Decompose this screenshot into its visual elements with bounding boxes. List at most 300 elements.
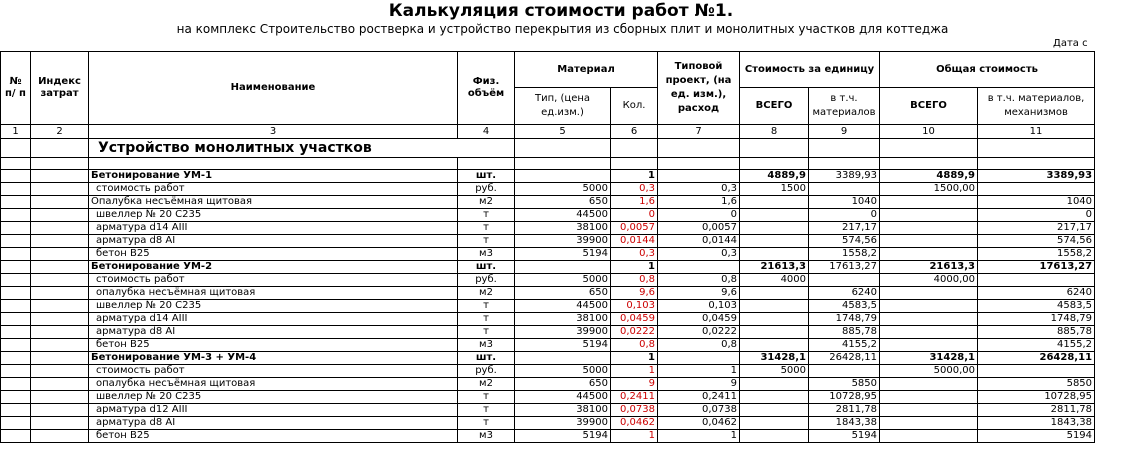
item-row xyxy=(1,274,1095,287)
cell-empty xyxy=(809,158,880,170)
cell-empty xyxy=(458,158,515,170)
header-total-materials: в т.ч. материалов, механизмов xyxy=(978,88,1095,125)
item-price: 38100 xyxy=(515,404,611,417)
item-unit: т xyxy=(458,313,515,326)
item-total-materials xyxy=(978,183,1095,196)
item-unit-total xyxy=(740,404,809,417)
item-price: 38100 xyxy=(515,313,611,326)
cell-empty xyxy=(1,139,31,158)
item-unit-materials: 1748,79 xyxy=(809,313,880,326)
cell-empty xyxy=(1,209,31,222)
item-price: 39900 xyxy=(515,326,611,339)
item-total xyxy=(880,287,978,300)
cell-empty xyxy=(31,365,89,378)
item-total-materials: 885,78 xyxy=(978,326,1095,339)
item-row xyxy=(1,326,1095,339)
group-unit-total: 4889,9 xyxy=(740,170,809,183)
group-total-materials: 26428,11 xyxy=(978,352,1095,365)
cell-empty xyxy=(658,170,740,183)
cell-empty xyxy=(658,158,740,170)
item-unit: м2 xyxy=(458,378,515,391)
column-number: 2 xyxy=(31,125,89,139)
cell-empty xyxy=(1,222,31,235)
cell-empty xyxy=(31,170,89,183)
item-price: 5000 xyxy=(515,183,611,196)
group-unit-total: 21613,3 xyxy=(740,261,809,274)
cell-empty xyxy=(31,300,89,313)
cell-empty xyxy=(1,248,31,261)
group-name: Бетонирование УМ-2 xyxy=(89,261,458,274)
cell-empty xyxy=(31,339,89,352)
item-unit: т xyxy=(458,222,515,235)
cell-empty xyxy=(1,339,31,352)
cell-empty xyxy=(809,139,880,158)
item-unit: руб. xyxy=(458,365,515,378)
column-number: 7 xyxy=(658,125,740,139)
cell-empty xyxy=(1,196,31,209)
item-price: 5194 xyxy=(515,430,611,443)
item-rate: 0,0057 xyxy=(658,222,740,235)
item-unit-total: 5000 xyxy=(740,365,809,378)
item-unit-materials xyxy=(809,183,880,196)
item-name: арматура d8 AI xyxy=(89,235,458,248)
item-qty: 0,3 xyxy=(611,183,658,196)
item-row xyxy=(1,391,1095,404)
cell-empty xyxy=(31,183,89,196)
item-unit-total xyxy=(740,417,809,430)
group-unit: шт. xyxy=(458,352,515,365)
item-price: 38100 xyxy=(515,222,611,235)
column-number: 6 xyxy=(611,125,658,139)
cell-empty xyxy=(1,391,31,404)
item-total xyxy=(880,378,978,391)
item-total-materials xyxy=(978,274,1095,287)
group-unit: шт. xyxy=(458,261,515,274)
item-unit-materials: 1558,2 xyxy=(809,248,880,261)
item-unit-materials: 4155,2 xyxy=(809,339,880,352)
cell-empty xyxy=(31,274,89,287)
cell-empty xyxy=(1,430,31,443)
cell-empty xyxy=(611,158,658,170)
item-total-materials: 5850 xyxy=(978,378,1095,391)
item-name: швеллер № 20 С235 xyxy=(89,209,458,222)
group-total: 4889,9 xyxy=(880,170,978,183)
cell-empty xyxy=(1,261,31,274)
item-total-materials: 1748,79 xyxy=(978,313,1095,326)
cell-empty xyxy=(1,365,31,378)
column-number: 10 xyxy=(880,125,978,139)
cell-empty xyxy=(1,274,31,287)
cell-empty xyxy=(515,352,611,365)
header-name: Наименование xyxy=(89,52,458,125)
item-row xyxy=(1,196,1095,209)
item-qty: 0,8 xyxy=(611,274,658,287)
item-total-materials: 6240 xyxy=(978,287,1095,300)
item-rate: 0,8 xyxy=(658,339,740,352)
cell-empty xyxy=(1,313,31,326)
cell-empty xyxy=(31,139,89,158)
item-unit: руб. xyxy=(458,183,515,196)
item-total-materials: 4583,5 xyxy=(978,300,1095,313)
cell-empty xyxy=(658,261,740,274)
header-num: № п/ п xyxy=(1,52,31,125)
item-unit-materials: 5850 xyxy=(809,378,880,391)
item-row xyxy=(1,222,1095,235)
item-unit: т xyxy=(458,235,515,248)
item-total xyxy=(880,300,978,313)
item-total xyxy=(880,248,978,261)
item-row xyxy=(1,287,1095,300)
item-rate: 0,0222 xyxy=(658,326,740,339)
item-unit: м2 xyxy=(458,196,515,209)
item-name: арматура d8 AI xyxy=(89,417,458,430)
item-unit-total: 1500 xyxy=(740,183,809,196)
cell-empty xyxy=(31,196,89,209)
cell-empty xyxy=(515,261,611,274)
item-rate: 1 xyxy=(658,365,740,378)
item-rate: 0,103 xyxy=(658,300,740,313)
cell-empty xyxy=(978,158,1095,170)
section-title: Устройство монолитных участков xyxy=(89,139,515,158)
item-qty: 9,6 xyxy=(611,287,658,300)
cell-empty xyxy=(31,158,89,170)
item-unit-total xyxy=(740,209,809,222)
column-number: 11 xyxy=(978,125,1095,139)
item-unit: руб. xyxy=(458,274,515,287)
cell-empty xyxy=(978,139,1095,158)
column-number: 3 xyxy=(89,125,458,139)
item-row xyxy=(1,417,1095,430)
cell-empty xyxy=(31,209,89,222)
item-rate: 9 xyxy=(658,378,740,391)
item-unit: т xyxy=(458,404,515,417)
item-qty: 0,2411 xyxy=(611,391,658,404)
item-unit-total xyxy=(740,430,809,443)
header-unit-materials: в т.ч. материалов xyxy=(809,88,880,125)
item-unit-materials: 4583,5 xyxy=(809,300,880,313)
item-rate: 0 xyxy=(658,209,740,222)
item-price: 650 xyxy=(515,378,611,391)
item-qty: 0,0222 xyxy=(611,326,658,339)
item-unit-materials: 1843,38 xyxy=(809,417,880,430)
column-number: 8 xyxy=(740,125,809,139)
item-total-materials: 4155,2 xyxy=(978,339,1095,352)
cell-empty xyxy=(658,139,740,158)
cell-empty xyxy=(31,417,89,430)
group-row xyxy=(1,170,1095,183)
item-unit-materials: 885,78 xyxy=(809,326,880,339)
cell-empty xyxy=(31,287,89,300)
group-unit: шт. xyxy=(458,170,515,183)
item-rate: 0,3 xyxy=(658,183,740,196)
item-total-materials: 0 xyxy=(978,209,1095,222)
item-rate: 0,0462 xyxy=(658,417,740,430)
cell-empty xyxy=(1,326,31,339)
item-qty: 0 xyxy=(611,209,658,222)
item-price: 650 xyxy=(515,287,611,300)
item-total xyxy=(880,404,978,417)
item-rate: 0,2411 xyxy=(658,391,740,404)
cell-empty xyxy=(1,235,31,248)
group-name: Бетонирование УМ-3 + УМ-4 xyxy=(89,352,458,365)
cell-empty xyxy=(89,158,458,170)
cell-empty xyxy=(515,139,611,158)
group-unit-materials: 26428,11 xyxy=(809,352,880,365)
item-unit: т xyxy=(458,326,515,339)
item-name: арматура d8 AI xyxy=(89,326,458,339)
item-unit: т xyxy=(458,391,515,404)
item-row xyxy=(1,430,1095,443)
item-rate: 9,6 xyxy=(658,287,740,300)
item-name: стоимость работ xyxy=(89,274,458,287)
item-name: бетон В25 xyxy=(89,248,458,261)
cell-empty xyxy=(31,313,89,326)
item-name: арматура d14 AIII xyxy=(89,313,458,326)
item-name: арматура d12 AIII xyxy=(89,404,458,417)
item-qty: 0,0462 xyxy=(611,417,658,430)
cell-empty xyxy=(1,158,31,170)
item-total: 5000,00 xyxy=(880,365,978,378)
column-number: 1 xyxy=(1,125,31,139)
item-unit-total xyxy=(740,313,809,326)
cell-empty xyxy=(658,352,740,365)
item-unit-materials: 0 xyxy=(809,209,880,222)
item-name: швеллер № 20 С235 xyxy=(89,391,458,404)
date-label: Дата с xyxy=(1053,38,1088,49)
item-name: Опалубка несъёмная щитовая xyxy=(89,196,458,209)
item-unit-total xyxy=(740,391,809,404)
item-name: опалубка несъёмная щитовая xyxy=(89,287,458,300)
header-material: Материал xyxy=(515,52,658,88)
group-total-materials: 17613,27 xyxy=(978,261,1095,274)
item-total xyxy=(880,391,978,404)
item-row xyxy=(1,183,1095,196)
cell-empty xyxy=(31,404,89,417)
item-rate: 0,8 xyxy=(658,274,740,287)
cell-empty xyxy=(611,139,658,158)
group-row xyxy=(1,352,1095,365)
item-qty: 1,6 xyxy=(611,196,658,209)
item-total-materials: 1843,38 xyxy=(978,417,1095,430)
header-material-type: Тип, (цена ед.изм.) xyxy=(515,88,611,125)
item-total-materials: 217,17 xyxy=(978,222,1095,235)
group-qty: 1 xyxy=(611,170,658,183)
header-total-all: ВСЕГО xyxy=(880,88,978,125)
document-subtitle: на комплекс Строительство ростверка и устройство перекрытия из сборных плит и монолитных участков для коттеджа xyxy=(176,22,949,36)
item-price: 5000 xyxy=(515,365,611,378)
item-total xyxy=(880,339,978,352)
item-row xyxy=(1,209,1095,222)
item-qty: 0,0144 xyxy=(611,235,658,248)
group-name: Бетонирование УМ-1 xyxy=(89,170,458,183)
cost-table xyxy=(0,51,1095,443)
item-name: бетон В25 xyxy=(89,339,458,352)
group-unit-materials: 17613,27 xyxy=(809,261,880,274)
item-unit-total xyxy=(740,235,809,248)
cell-empty xyxy=(31,248,89,261)
item-qty: 0,0738 xyxy=(611,404,658,417)
item-name: опалубка несъёмная щитовая xyxy=(89,378,458,391)
group-qty: 1 xyxy=(611,352,658,365)
item-unit-total xyxy=(740,196,809,209)
item-unit: м2 xyxy=(458,287,515,300)
group-unit-materials: 3389,93 xyxy=(809,170,880,183)
item-price: 44500 xyxy=(515,391,611,404)
header-volume: Физ. объём xyxy=(458,52,515,125)
item-price: 5194 xyxy=(515,339,611,352)
item-total: 4000,00 xyxy=(880,274,978,287)
item-qty: 1 xyxy=(611,365,658,378)
item-unit: м3 xyxy=(458,430,515,443)
item-rate: 0,0738 xyxy=(658,404,740,417)
item-name: бетон В25 xyxy=(89,430,458,443)
item-unit: т xyxy=(458,209,515,222)
item-price: 44500 xyxy=(515,300,611,313)
item-total-materials: 2811,78 xyxy=(978,404,1095,417)
item-price: 39900 xyxy=(515,417,611,430)
column-number: 5 xyxy=(515,125,611,139)
item-total-materials: 5194 xyxy=(978,430,1095,443)
item-unit: м3 xyxy=(458,339,515,352)
item-total-materials: 1040 xyxy=(978,196,1095,209)
item-rate: 1 xyxy=(658,430,740,443)
item-row xyxy=(1,365,1095,378)
cell-empty xyxy=(515,170,611,183)
item-unit: т xyxy=(458,300,515,313)
item-total xyxy=(880,196,978,209)
cell-empty xyxy=(31,235,89,248)
item-total-materials: 10728,95 xyxy=(978,391,1095,404)
item-unit-materials: 1040 xyxy=(809,196,880,209)
item-qty: 9 xyxy=(611,378,658,391)
cell-empty xyxy=(31,261,89,274)
item-unit-materials: 574,56 xyxy=(809,235,880,248)
section-row xyxy=(1,139,1095,158)
cell-empty xyxy=(740,139,809,158)
cell-empty xyxy=(1,170,31,183)
cell-empty xyxy=(880,158,978,170)
item-total xyxy=(880,209,978,222)
item-unit-materials: 217,17 xyxy=(809,222,880,235)
header-unit-cost: Стоимость за единицу xyxy=(740,52,880,88)
item-price: 5000 xyxy=(515,274,611,287)
item-unit-materials: 6240 xyxy=(809,287,880,300)
group-total: 21613,3 xyxy=(880,261,978,274)
item-qty: 1 xyxy=(611,430,658,443)
cell-empty xyxy=(1,287,31,300)
item-total xyxy=(880,326,978,339)
item-total xyxy=(880,313,978,326)
item-name: швеллер № 20 С235 xyxy=(89,300,458,313)
item-unit-materials xyxy=(809,365,880,378)
item-unit-materials xyxy=(809,274,880,287)
item-qty: 0,3 xyxy=(611,248,658,261)
header-material-qty: Кол. xyxy=(611,88,658,125)
item-unit-total: 4000 xyxy=(740,274,809,287)
cell-empty xyxy=(31,430,89,443)
item-row xyxy=(1,339,1095,352)
item-unit: т xyxy=(458,417,515,430)
column-number-row xyxy=(1,125,1095,139)
item-total xyxy=(880,222,978,235)
cell-empty xyxy=(1,300,31,313)
item-price: 39900 xyxy=(515,235,611,248)
header-index: Индекс затрат xyxy=(31,52,89,125)
item-unit-total xyxy=(740,326,809,339)
item-row xyxy=(1,404,1095,417)
item-total: 1500,00 xyxy=(880,183,978,196)
header-project: Типовой проект, (на ед. изм.), расход xyxy=(658,52,740,125)
item-rate: 1,6 xyxy=(658,196,740,209)
cell-empty xyxy=(31,352,89,365)
item-total-materials: 1558,2 xyxy=(978,248,1095,261)
item-name: арматура d14 AIII xyxy=(89,222,458,235)
item-price: 44500 xyxy=(515,209,611,222)
item-qty: 0,0459 xyxy=(611,313,658,326)
group-qty: 1 xyxy=(611,261,658,274)
item-row xyxy=(1,300,1095,313)
group-unit-total: 31428,1 xyxy=(740,352,809,365)
item-price: 650 xyxy=(515,196,611,209)
item-price: 5194 xyxy=(515,248,611,261)
item-unit-materials: 10728,95 xyxy=(809,391,880,404)
spacer-row xyxy=(1,158,1095,170)
item-total-materials: 574,56 xyxy=(978,235,1095,248)
item-unit-total xyxy=(740,339,809,352)
item-unit-total xyxy=(740,222,809,235)
item-row xyxy=(1,235,1095,248)
group-total-materials: 3389,93 xyxy=(978,170,1095,183)
header-total-cost: Общая стоимость xyxy=(880,52,1095,88)
item-total xyxy=(880,417,978,430)
header-unit-total: ВСЕГО xyxy=(740,88,809,125)
cell-empty xyxy=(515,158,611,170)
cell-empty xyxy=(31,378,89,391)
item-unit-total xyxy=(740,300,809,313)
cell-empty xyxy=(1,404,31,417)
item-unit-total xyxy=(740,378,809,391)
item-rate: 0,0144 xyxy=(658,235,740,248)
column-number: 9 xyxy=(809,125,880,139)
cell-empty xyxy=(880,139,978,158)
item-unit-total xyxy=(740,287,809,300)
cell-empty xyxy=(1,417,31,430)
document-title: Калькуляция стоимости работ №1. xyxy=(388,1,734,21)
item-qty: 0,103 xyxy=(611,300,658,313)
item-name: стоимость работ xyxy=(89,365,458,378)
cell-empty xyxy=(740,158,809,170)
item-row xyxy=(1,248,1095,261)
item-rate: 0,0459 xyxy=(658,313,740,326)
item-unit-total xyxy=(740,248,809,261)
item-row xyxy=(1,313,1095,326)
cell-empty xyxy=(31,222,89,235)
item-unit: м3 xyxy=(458,248,515,261)
item-total-materials xyxy=(978,365,1095,378)
item-total xyxy=(880,235,978,248)
item-name: стоимость работ xyxy=(89,183,458,196)
item-unit-materials: 5194 xyxy=(809,430,880,443)
item-unit-materials: 2811,78 xyxy=(809,404,880,417)
cell-empty xyxy=(31,326,89,339)
item-qty: 0,8 xyxy=(611,339,658,352)
cell-empty xyxy=(1,183,31,196)
item-qty: 0,0057 xyxy=(611,222,658,235)
group-row xyxy=(1,261,1095,274)
column-number: 4 xyxy=(458,125,515,139)
group-total: 31428,1 xyxy=(880,352,978,365)
cell-empty xyxy=(31,391,89,404)
